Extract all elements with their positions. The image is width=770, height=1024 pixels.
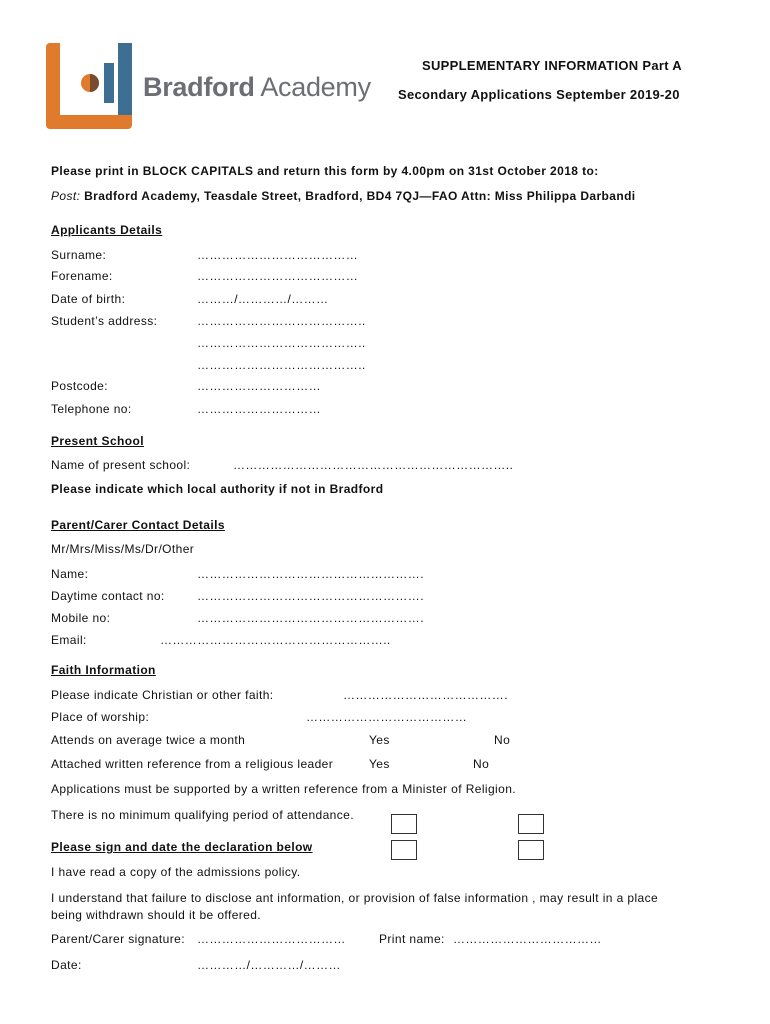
form-title: SUPPLEMENTARY INFORMATION Part A	[422, 58, 682, 73]
authority-note: Please indicate which local authority if not in Bradford	[51, 482, 384, 496]
reference-no-checkbox[interactable]	[518, 840, 544, 860]
signature-field[interactable]: ………………………………	[197, 932, 346, 946]
attends-no-label: No	[494, 733, 511, 747]
reference-yes-label: Yes	[369, 757, 390, 771]
daytime-field[interactable]: ……………………………………………….	[197, 589, 424, 603]
signature-label: Parent/Carer signature:	[51, 932, 185, 946]
reference-no-label: No	[473, 757, 490, 771]
school-name-label: Name of present school:	[51, 458, 191, 472]
email-label: Email:	[51, 633, 87, 647]
faith-note-period: There is no minimum qualifying period of attendance.	[51, 808, 354, 822]
address-field-2[interactable]: …………………………………..	[197, 336, 366, 350]
print-instruction: Please print in BLOCK CAPITALS and return this form by 4.00pm on 31st October 2018 to:	[51, 164, 599, 178]
faith-field[interactable]: ………………………………….	[343, 688, 508, 702]
date-field[interactable]: …………/…………/………	[197, 958, 341, 972]
dob-field[interactable]: ………/…………/………	[197, 292, 329, 306]
school-name-field[interactable]: …………………………………………………………..	[233, 458, 514, 472]
post-label: Post:	[51, 189, 81, 203]
declaration-line-policy: I have read a copy of the admissions policy.	[51, 865, 301, 879]
print-name-label: Print name:	[379, 932, 445, 946]
faith-note-reference: Applications must be supported by a written reference from a Minister of Religion.	[51, 782, 517, 796]
daytime-label: Daytime contact no:	[51, 589, 165, 603]
parent-name-field[interactable]: ……………………………………………….	[197, 567, 424, 581]
faith-label: Please indicate Christian or other faith:	[51, 688, 274, 702]
mobile-field[interactable]: ……………………………………………….	[197, 611, 424, 625]
parent-titles: Mr/Mrs/Miss/Ms/Dr/Other	[51, 542, 195, 556]
parent-heading: Parent/Carer Contact Details	[51, 518, 225, 532]
worship-label: Place of worship:	[51, 710, 150, 724]
reference-yes-checkbox[interactable]	[391, 840, 417, 860]
forename-label: Forename:	[51, 269, 113, 283]
post-line	[51, 189, 636, 203]
form-subtitle: Secondary Applications September 2019-20	[398, 87, 680, 102]
faith-heading: Faith Information	[51, 663, 156, 677]
telephone-field[interactable]: …………………………	[197, 402, 321, 416]
surname-field[interactable]: …………………………………	[197, 248, 359, 262]
surname-label: Surname:	[51, 248, 107, 262]
address-label: Student’s address:	[51, 314, 158, 328]
worship-field[interactable]: …………………………………	[306, 710, 468, 724]
print-name-field[interactable]: ………………………………	[453, 932, 602, 946]
post-address: Bradford Academy, Teasdale Street, Bradford, BD4 7QJ—FAO Attn: Miss Philippa Darbandi	[84, 189, 636, 203]
attends-no-checkbox[interactable]	[518, 814, 544, 834]
declaration-line-withdrawn: being withdrawn should it be offered.	[51, 908, 262, 922]
applicants-heading: Applicants Details	[51, 223, 163, 237]
address-field-3[interactable]: …………………………………..	[197, 358, 366, 372]
academy-logo	[46, 43, 132, 129]
forename-field[interactable]: …………………………………	[197, 269, 359, 283]
declaration-line-disclose: I understand that failure to disclose ant information, or provision of false information , may result in a place	[51, 891, 659, 905]
mobile-label: Mobile no:	[51, 611, 111, 625]
brand-name: Bradford Academy	[143, 72, 371, 102]
date-label: Date:	[51, 958, 82, 972]
declaration-heading: Please sign and date the declaration below	[51, 840, 313, 854]
parent-name-label: Name:	[51, 567, 89, 581]
telephone-label: Telephone no:	[51, 402, 132, 416]
present-school-heading: Present School	[51, 434, 144, 448]
attends-label: Attends on average twice a month	[51, 733, 246, 747]
address-field-1[interactable]: …………………………………..	[197, 314, 366, 328]
reference-label: Attached written reference from a religious leader	[51, 757, 334, 771]
attends-yes-label: Yes	[369, 733, 390, 747]
postcode-field[interactable]: …………………………	[197, 379, 321, 393]
email-field[interactable]: ………………………………………………..	[160, 633, 391, 647]
attends-yes-checkbox[interactable]	[391, 814, 417, 834]
dob-label: Date of birth:	[51, 292, 126, 306]
postcode-label: Postcode:	[51, 379, 108, 393]
